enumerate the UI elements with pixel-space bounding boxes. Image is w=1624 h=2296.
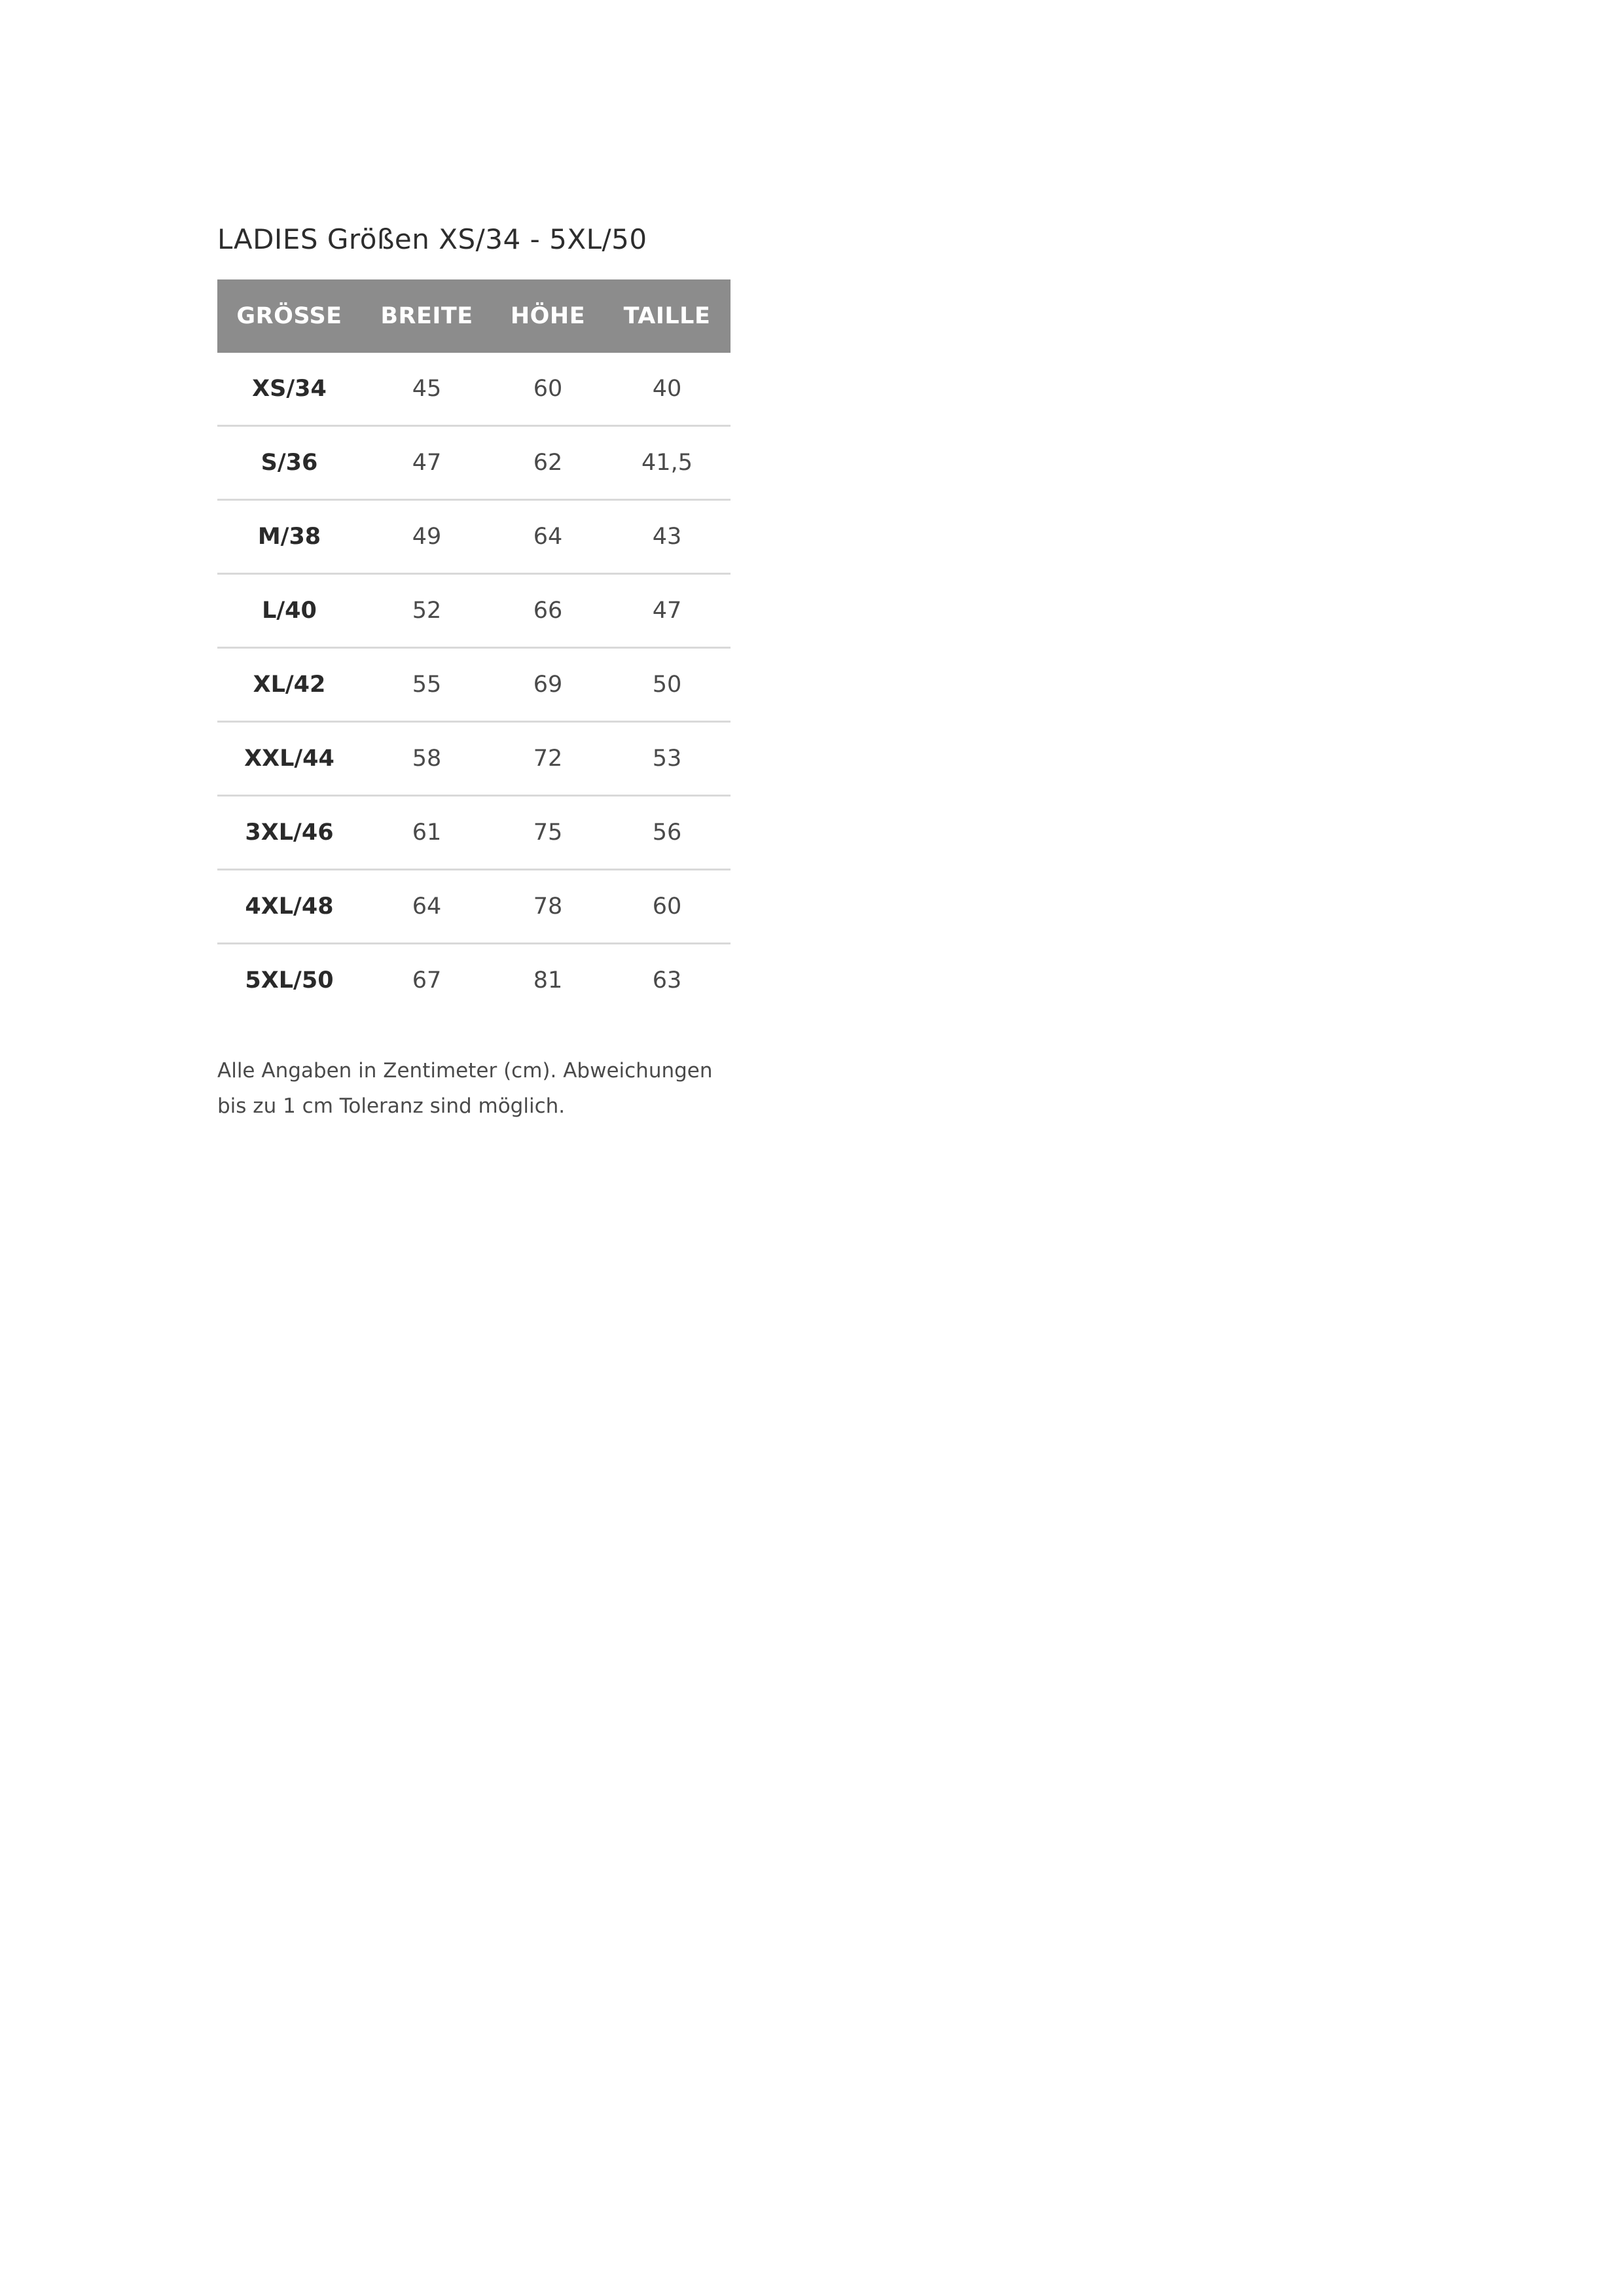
table-row — [217, 648, 731, 722]
size-cell: 3XL/46 — [217, 796, 361, 870]
hoehe-cell: 75 — [492, 796, 604, 870]
hoehe-cell: 78 — [492, 870, 604, 944]
taille-cell: 63 — [652, 967, 682, 994]
taille-cell: 43 — [604, 500, 731, 574]
measurement-note — [217, 1053, 741, 1124]
table-row — [217, 500, 731, 574]
header-groesse: GRÖSSE — [217, 279, 361, 353]
table-row — [217, 722, 731, 796]
breite-cell: 64 — [361, 870, 492, 944]
taille-cell: 47 — [604, 574, 731, 648]
breite-cell: 52 — [361, 574, 492, 648]
size-table-header — [217, 279, 731, 353]
hoehe-cell: 66 — [492, 574, 604, 648]
taille-cell: 53 — [604, 722, 731, 796]
size-cell: S/36 — [217, 426, 361, 500]
header-breite: BREITE — [361, 279, 492, 353]
size-cell: 4XL/48 — [217, 870, 361, 944]
hoehe-cell: 69 — [492, 648, 604, 722]
hoehe-cell: 64 — [492, 500, 604, 574]
page-title: LADIES Größen XS/34 - 5XL/50 — [217, 223, 647, 255]
taille-cell: 50 — [604, 648, 731, 722]
hoehe-cell: 62 — [492, 426, 604, 500]
breite-cell: 49 — [361, 500, 492, 574]
note-line-1: Alle Angaben in Zentimeter (cm). Abweichungen — [217, 1059, 713, 1083]
table-row — [217, 574, 731, 648]
size-table — [217, 279, 731, 1016]
table-row — [217, 426, 731, 500]
breite-cell: 67 — [412, 967, 442, 994]
size-cell: XXL/44 — [217, 722, 361, 796]
table-row — [217, 870, 731, 944]
hoehe-cell: 60 — [492, 353, 604, 426]
size-cell: XS/34 — [217, 353, 361, 426]
taille-cell: 60 — [604, 870, 731, 944]
breite-cell: 58 — [361, 722, 492, 796]
table-row — [217, 944, 731, 1017]
hoehe-cell: 72 — [492, 722, 604, 796]
table-row — [217, 796, 731, 870]
size-chart-document — [217, 223, 731, 1124]
note-line-2: bis zu 1 cm Toleranz sind möglich. — [217, 1094, 566, 1118]
breite-cell: 61 — [361, 796, 492, 870]
table-row — [217, 353, 731, 426]
breite-cell: 55 — [361, 648, 492, 722]
taille-cell: 41,5 — [604, 426, 731, 500]
taille-cell: 40 — [604, 353, 731, 426]
breite-cell: 47 — [361, 426, 492, 500]
size-cell: M/38 — [217, 500, 361, 574]
taille-cell: 56 — [604, 796, 731, 870]
size-cell: 5XL/50 — [245, 967, 334, 994]
breite-cell: 45 — [361, 353, 492, 426]
size-cell: XL/42 — [217, 648, 361, 722]
header-row — [217, 279, 731, 353]
hoehe-cell: 81 — [533, 967, 563, 994]
header-taille: TAILLE — [604, 279, 731, 353]
size-cell: L/40 — [217, 574, 361, 648]
header-hoehe: HÖHE — [492, 279, 604, 353]
size-table-body — [217, 353, 731, 1016]
